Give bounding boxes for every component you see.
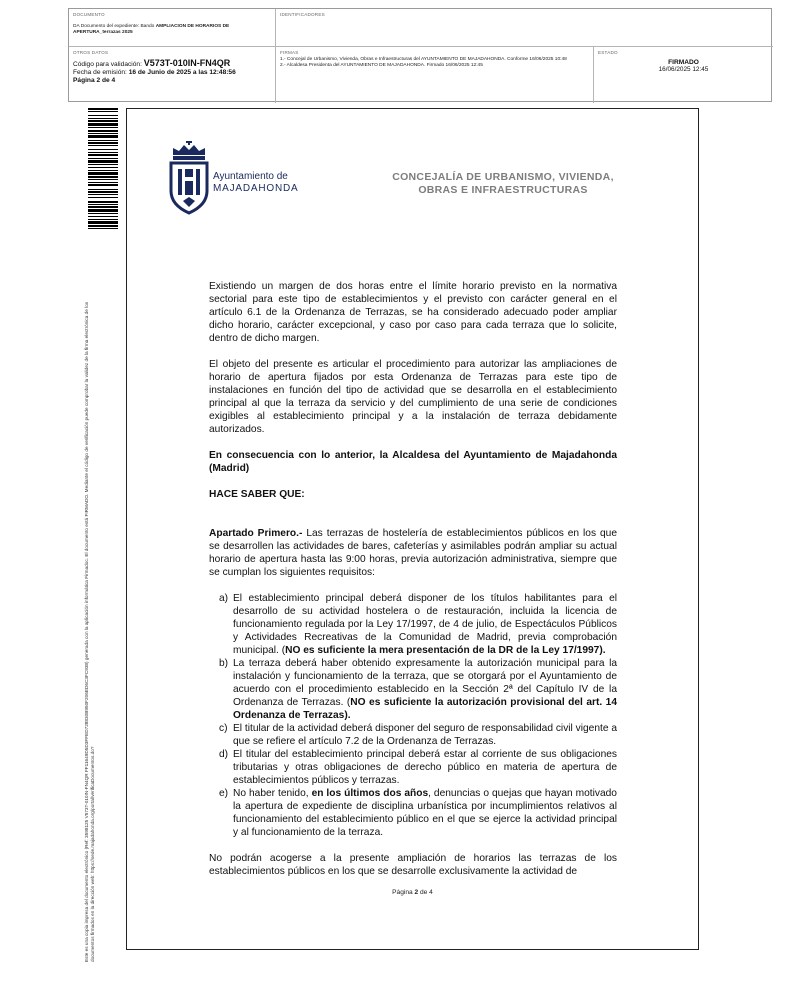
documento-label: DOCUMENTO — [73, 12, 105, 17]
coat-of-arms-icon — [167, 141, 211, 221]
page-count: Página 2 de 4 — [73, 77, 116, 84]
department-line-1: CONCEJALÍA DE URBANISMO, VIVIENDA, — [392, 171, 614, 183]
identificadores-label: IDENTIFICADORES — [280, 12, 325, 17]
barcode-stripe — [88, 229, 118, 231]
signature-header — [68, 8, 772, 102]
estado-label: ESTADO — [598, 50, 618, 55]
estado-date: 16/06/2025 12:45 — [658, 66, 709, 73]
barcode — [88, 108, 118, 280]
fecha-label: Fecha de emisión: — [73, 69, 127, 76]
page-footer: Página 2 de 4 — [392, 889, 433, 896]
otros-datos-label: OTROS DATOS — [73, 50, 109, 55]
estado-value: FIRMADO — [668, 59, 699, 66]
municipal-logo — [167, 141, 307, 221]
page-number: 2 — [414, 889, 419, 896]
department-heading — [373, 171, 633, 197]
hace-saber-heading: HACE SABER QUE: — [209, 489, 305, 500]
identificadores-cell — [276, 9, 773, 47]
otros-datos-cell — [69, 47, 276, 103]
estado-cell — [594, 47, 773, 103]
documento-cell — [69, 9, 276, 47]
validation-code: V573T-010IN-FN4QR — [143, 58, 231, 68]
firma-2: 2.- Alcaldesa Presidenta del AYUNTAMIENTO DE MAJADAHONDA. Firmado 16/06/2025 12:45 — [280, 63, 483, 68]
fecha-emision: 16 de Junio de 2025 a las 12:48:56 — [128, 69, 236, 76]
firmas-cell — [276, 47, 594, 103]
requirements-list — [209, 592, 617, 839]
document-page — [126, 108, 699, 950]
apartado-primero — [209, 527, 617, 579]
apartado-primero-label: Apartado Primero.- — [209, 528, 303, 539]
list-item: d) El titular del establecimiento principal deberá estar al corriente de sus obligaciones tributarias y otras obligaciones de derecho público en materia de apertura de establecimientos públicos y terrazas. — [219, 749, 617, 786]
apartado-primero-text: Las terrazas de hostelería de establecimientos públicos en los que se desarrollen las actividades de bares, cafeterías y asimilables podrán ampliar su actual horario de apertura hasta las 9:00 horas, previa autorización administrativa, siempre que se cumplan los siguientes requisitos: — [209, 528, 617, 578]
document-body — [209, 280, 617, 891]
documento-title: AMPLIACION DE HORARIOS DE APERTURA_terrazas 2025 — [73, 24, 230, 35]
logo-line-1: Ayuntamiento de — [213, 171, 288, 182]
list-item: c) El titular de la actividad deberá disponer del seguro de responsabilidad civil vigente a que se refiere el artículo 7.2 de la Ordenanza de Terrazas. — [219, 723, 617, 747]
logo-line-2: MAJADAHONDA — [213, 183, 299, 194]
department-line-2: OBRAS E INFRAESTRUCTURAS — [418, 184, 588, 196]
firmas-label: FIRMAS — [280, 50, 299, 55]
list-item: a) El establecimiento principal deberá disponer de los títulos habilitantes para el desarrollo de su actividad hostelera o de restauración, incluida la licencia de funcionamiento regulada por la Ley 17/1997, de 4 de julio, de Espectáculos Públicos y Actividades Recreativas de la Comunidad de Madrid, previa comprobación municipal. (NO es suficiente la mera presentación de la DR de la Ley 17/1997). — [219, 593, 617, 656]
list-item: e) No haber tenido, en los últimos dos años, denuncias o quejas que hayan motivado la apertura de expediente de disciplina urbanística por incumplimientos relativos al funcionamiento del establecimiento público en el que se ejerce la actividad principal y al funcionamiento de la terraza. — [219, 788, 617, 838]
paragraph-3: En consecuencia con lo anterior, la Alcaldesa del Ayuntamiento de Majadahonda (Madrid) — [209, 450, 617, 474]
codigo-label: Código para validación: — [73, 61, 142, 68]
list-item: b) La terraza deberá haber obtenido expresamente la autorización municipal para la instalación y funcionamiento de la terraza, que se otorgará por el Ayuntamiento de acuerdo con el procedimiento establecido en la Sección 2ª del Capítulo IV de la Ordenanza de Terrazas. (NO es suficiente la autorización provisional del art. 14 Ordenanza de Terrazas). — [219, 658, 617, 721]
firma-1: 1.- Concejal de Urbanismo, Vivienda, Obras e Infraestructuras del AYUNTAMIENTO DE MAJADAHONDA. Conforme 16/06/2025 10:48 — [280, 57, 567, 62]
paragraph-6: No podrán acogerse a la presente ampliación de horarios las terrazas de los establecimientos públicos en los que se desarrolle exclusivamente la actividad de — [209, 853, 617, 877]
paragraph-2: El objeto del presente es articular el procedimiento para autorizar las ampliaciones de horario de apertura fijados por esta Ordenanza de Terrazas para este tipo de instalaciones en función del tipo de actividad que se desarrolla en el establecimiento principal al que la terraza da servicio y del cumplimiento de una serie de condiciones exigibles al establecimiento principal y a la instalación de terraza debidamente autorizados. — [209, 359, 617, 435]
paragraph-1: Existiendo un margen de dos horas entre el límite horario previsto en la normativa sectorial para este tipo de establecimientos y el previsto con carácter general en el artículo 6.1 de la Ordenanza de Terrazas, se ha considerado adecuado poder ampliar dicho horario, carácter excepcional, y caso por caso para cada terraza que lo solicite, dentro de dicho margen. — [209, 281, 617, 344]
documento-value: DA Documento del expediente: Bando AMPLIACION DE HORARIOS DE APERTURA_terrazas 2025 — [73, 24, 230, 35]
verification-side-note: Este es una copia impresa del documento electrónico (Ref: 3598125 V573T-010IN-FN4QR FF11649D5D3FFED728830B950F206ED6C3FC938) generada con la aplicación informática Firmadoc. El documento está FIRMADO. Mediante el código de verificación puede comprobar la validez de la firma electrónica de los documentos firmados en la dirección web: https://sede.majadahonda.org/portal/verificaDocumentos.do? — [84, 301, 95, 962]
